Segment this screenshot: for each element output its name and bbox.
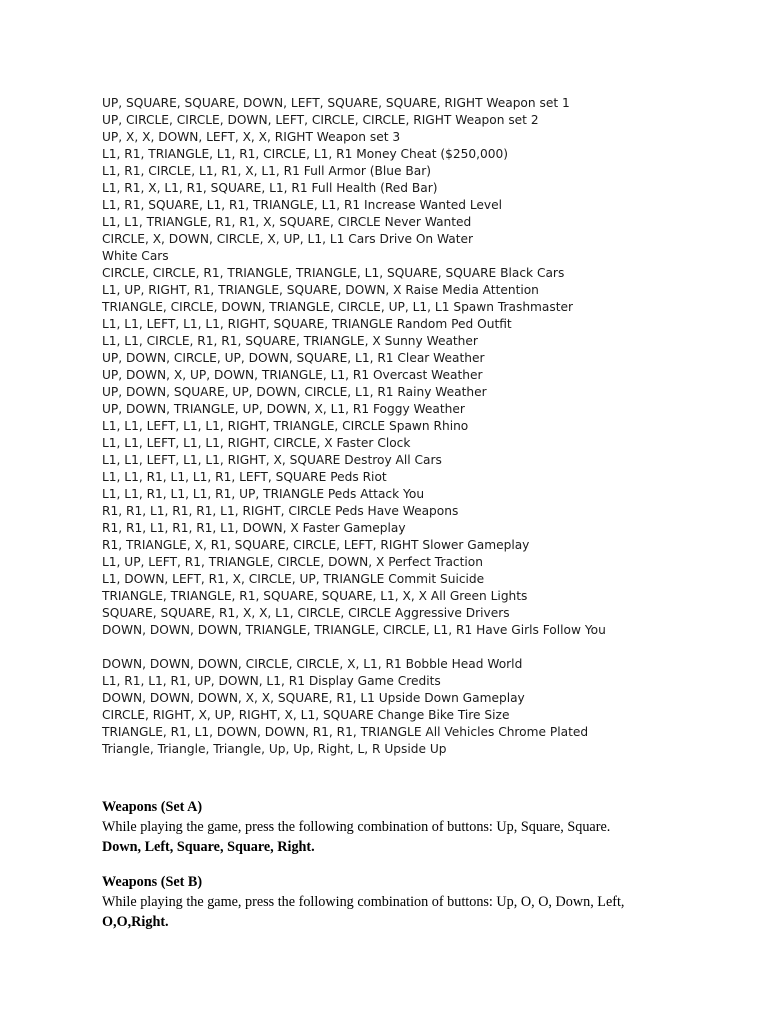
code-line: Triangle, Triangle, Triangle, Up, Up, Right, L, R Upside Up: [102, 742, 447, 756]
code-line: White Cars: [102, 249, 169, 263]
weapons-set-b-section: [102, 872, 702, 932]
code-line: L1, L1, R1, L1, L1, R1, UP, TRIANGLE Peds Attack You: [102, 487, 425, 501]
code-line: L1, UP, LEFT, R1, TRIANGLE, CIRCLE, DOWN, X Perfect Traction: [102, 555, 483, 569]
code-line: L1, L1, LEFT, L1, L1, RIGHT, CIRCLE, X Faster Clock: [102, 436, 411, 450]
code-line: L1, R1, X, L1, R1, SQUARE, L1, R1 Full Health (Red Bar): [102, 181, 438, 195]
code-line: L1, R1, TRIANGLE, L1, R1, CIRCLE, L1, R1 Money Cheat ($250,000): [102, 147, 509, 161]
code-line: L1, R1, L1, R1, UP, DOWN, L1, R1 Display Game Credits: [102, 674, 441, 688]
code-line: UP, SQUARE, SQUARE, DOWN, LEFT, SQUARE, SQUARE, RIGHT Weapon set 1: [102, 96, 570, 110]
code-line: L1, L1, R1, L1, L1, R1, LEFT, SQUARE Peds Riot: [102, 470, 387, 484]
code-line: SQUARE, SQUARE, R1, X, X, L1, CIRCLE, CIRCLE Aggressive Drivers: [102, 606, 510, 620]
code-line: DOWN, DOWN, DOWN, CIRCLE, CIRCLE, X, L1, R1 Bobble Head World: [102, 657, 523, 671]
code-line: R1, R1, L1, R1, R1, L1, DOWN, X Faster Gameplay: [102, 521, 406, 535]
code-line: L1, L1, TRIANGLE, R1, R1, X, SQUARE, CIRCLE Never Wanted: [102, 215, 472, 229]
weapons-set-b-heading: Weapons (Set B): [102, 874, 203, 890]
code-line: DOWN, DOWN, DOWN, X, X, SQUARE, R1, L1 Upside Down Gameplay: [102, 691, 525, 705]
code-line: UP, DOWN, TRIANGLE, UP, DOWN, X, L1, R1 Foggy Weather: [102, 402, 465, 416]
code-line: L1, UP, RIGHT, R1, TRIANGLE, SQUARE, DOWN, X Raise Media Attention: [102, 283, 539, 297]
weapons-set-a-heading: Weapons (Set A): [102, 799, 203, 815]
code-line: TRIANGLE, CIRCLE, DOWN, TRIANGLE, CIRCLE, UP, L1, L1 Spawn Trashmaster: [102, 300, 574, 314]
code-line: CIRCLE, RIGHT, X, UP, RIGHT, X, L1, SQUARE Change Bike Tire Size: [102, 708, 510, 722]
code-line: UP, CIRCLE, CIRCLE, DOWN, LEFT, CIRCLE, CIRCLE, RIGHT Weapon set 2: [102, 113, 539, 127]
code-line: L1, L1, CIRCLE, R1, R1, SQUARE, TRIANGLE, X Sunny Weather: [102, 334, 478, 348]
code-line: L1, L1, LEFT, L1, L1, RIGHT, TRIANGLE, CIRCLE Spawn Rhino: [102, 419, 469, 433]
code-line: TRIANGLE, R1, L1, DOWN, DOWN, R1, R1, TRIANGLE All Vehicles Chrome Plated: [102, 725, 589, 739]
code-line: UP, DOWN, CIRCLE, UP, DOWN, SQUARE, L1, R1 Clear Weather: [102, 351, 485, 365]
code-line: CIRCLE, CIRCLE, R1, TRIANGLE, TRIANGLE, L1, SQUARE, SQUARE Black Cars: [102, 266, 565, 280]
code-line: L1, R1, CIRCLE, L1, R1, X, L1, R1 Full Armor (Blue Bar): [102, 164, 431, 178]
code-line: R1, TRIANGLE, X, R1, SQUARE, CIRCLE, LEFT, RIGHT Slower Gameplay: [102, 538, 530, 552]
code-line: TRIANGLE, TRIANGLE, R1, SQUARE, SQUARE, L1, X, X All Green Lights: [102, 589, 528, 603]
code-line: L1, R1, SQUARE, L1, R1, TRIANGLE, L1, R1 Increase Wanted Level: [102, 198, 503, 212]
code-line: CIRCLE, X, DOWN, CIRCLE, X, UP, L1, L1 Cars Drive On Water: [102, 232, 474, 246]
code-line: L1, L1, LEFT, L1, L1, RIGHT, X, SQUARE Destroy All Cars: [102, 453, 442, 467]
weapons-set-a-text: While playing the game, press the following combination of buttons: Up, Square, Square.: [102, 819, 611, 835]
weapons-set-a-bold-text: Down, Left, Square, Square, Right.: [102, 839, 315, 855]
code-line: UP, X, X, DOWN, LEFT, X, X, RIGHT Weapon set 3: [102, 130, 401, 144]
code-line: L1, L1, LEFT, L1, L1, RIGHT, SQUARE, TRIANGLE Random Ped Outfit: [102, 317, 512, 331]
weapons-set-b-text: While playing the game, press the following combination of buttons: Up, O, O, Down, Left,: [102, 894, 625, 910]
code-line: UP, DOWN, SQUARE, UP, DOWN, CIRCLE, L1, R1 Rainy Weather: [102, 385, 487, 399]
code-line: R1, R1, L1, R1, R1, L1, RIGHT, CIRCLE Peds Have Weapons: [102, 504, 459, 518]
code-line: L1, DOWN, LEFT, R1, X, CIRCLE, UP, TRIANGLE Commit Suicide: [102, 572, 485, 586]
code-line: DOWN, DOWN, DOWN, TRIANGLE, TRIANGLE, CIRCLE, L1, R1 Have Girls Follow You: [102, 623, 606, 637]
paragraph-gap: [102, 639, 722, 656]
cheat-code-list: [102, 95, 722, 758]
weapons-set-b-bold-text: O,O,Right.: [102, 914, 169, 930]
code-line: UP, DOWN, X, UP, DOWN, TRIANGLE, L1, R1 Overcast Weather: [102, 368, 483, 382]
weapons-set-a-section: [102, 797, 702, 857]
